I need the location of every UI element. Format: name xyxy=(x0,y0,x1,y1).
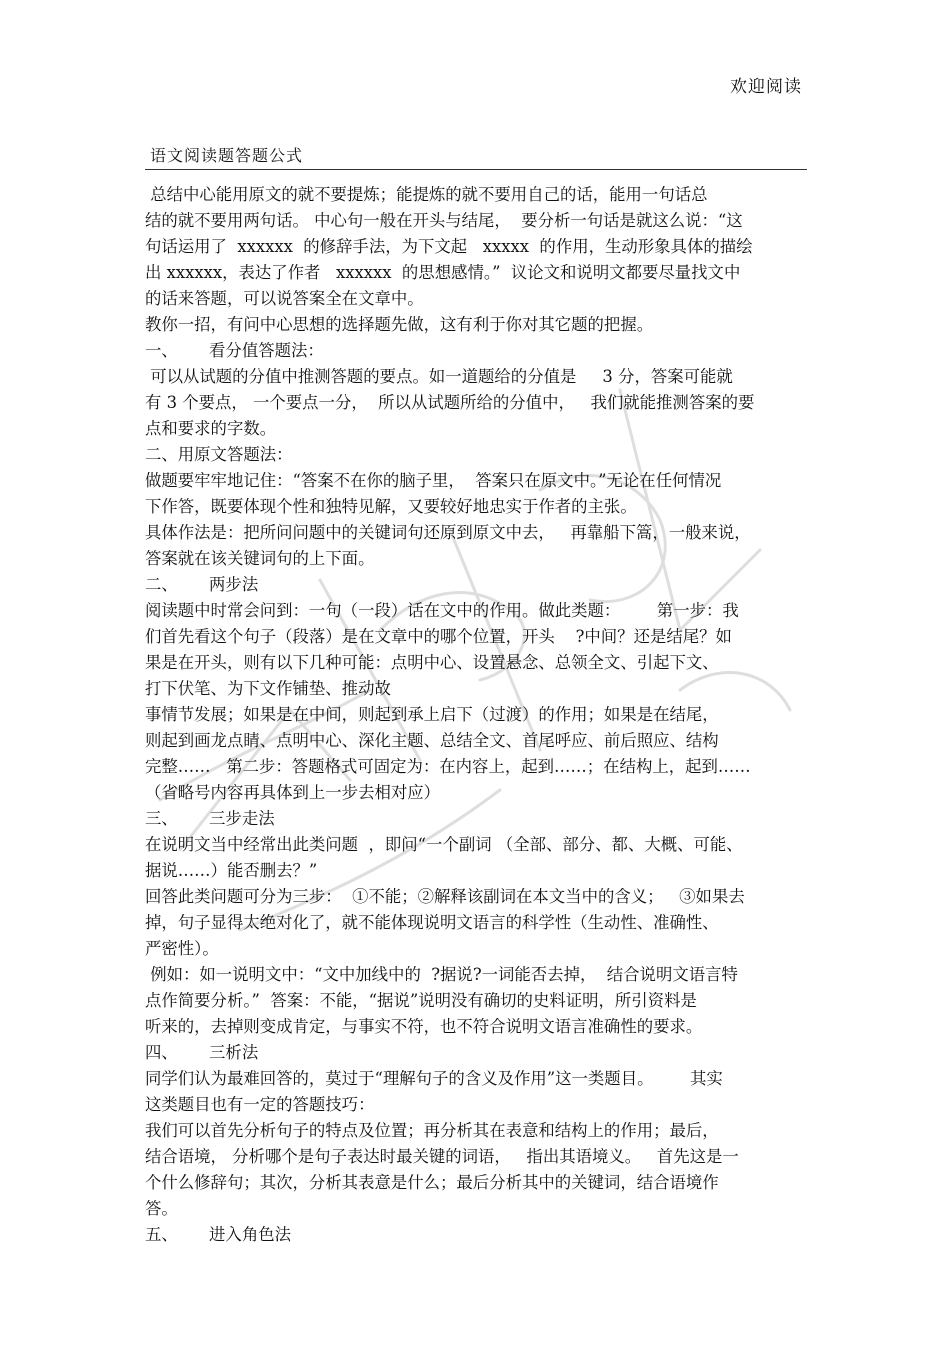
body-line: 这类题目也有一定的答题技巧： xyxy=(145,1095,375,1114)
section-heading: 四、 三析法 xyxy=(145,1043,259,1062)
body-line: 结合语境， 分析哪个是句子表达时最关键的词语， 指出其语境义。 首先这是一 xyxy=(145,1147,739,1166)
body-line: 阅读题中时常会问到：一句（一段）话在文中的作用。做此类题： 第一步：我 xyxy=(145,601,739,620)
body-line: （省略号内容再具体到上一步去相对应） xyxy=(145,783,441,802)
body-line: 的话来答题，可以说答案全在文章中。 xyxy=(145,289,424,308)
section-heading: 三、 三步走法 xyxy=(145,809,275,828)
body-line: 们首先看这个句子（段落）是在文章中的哪个位置，开头 ?中间？还是结尾？如 xyxy=(145,627,732,646)
body-line: 打下伏笔、为下文作铺垫、推动故 xyxy=(145,679,391,698)
body-line: 结的就不要用两句话。 中心句一般在开头与结尾， 要分析一句话是就这么说：“这 xyxy=(145,211,743,230)
body-line: 有 3 个要点， 一个要点一分， 所以从试题所给的分值中， 我们就能推测答案的要 xyxy=(145,393,755,412)
body-line: 出 xxxxxx，表达了作者 xxxxxx 的思想感情。” 议论文和说明文都要尽量找文中 xyxy=(145,263,741,282)
section-heading: 一、 看分值答题法： xyxy=(145,341,324,360)
section-heading: 五、 进入角色法 xyxy=(145,1225,291,1244)
section-heading: 二、用原文答题法： xyxy=(145,445,293,464)
body-line: 下作答，既要体现个性和独特见解，又要较好地忠实于作者的主张。 xyxy=(145,497,637,516)
body-line: 在说明文当中经常出此类问题 ，即问“一个副词 （全部、部分、都、大概、可能、 xyxy=(145,835,743,854)
body-line: 教你一招，有问中心思想的选择题先做，这有利于你对其它题的把握。 xyxy=(145,315,654,334)
body-line: 可以从试题的分值中推测答题的要点。如一道题给的分值是 3 分，答案可能就 xyxy=(145,367,733,386)
body-line: 点和要求的字数。 xyxy=(145,419,277,438)
body-line: 完整…… 第二步：答题格式可固定为：在内容上，起到……；在结构上，起到…… xyxy=(145,757,751,776)
body-line: 我们可以首先分析句子的特点及位置；再分析其在表意和结构上的作用；最后， xyxy=(145,1121,719,1140)
body-line: 听来的，去掉则变成肯定，与事实不符，也不符合说明文语言准确性的要求。 xyxy=(145,1017,703,1036)
body-line: 事情节发展；如果是在中间，则起到承上启下（过渡）的作用；如果是在结尾， xyxy=(145,705,719,724)
body-line: 总结中心能用原文的就不要提炼；能提炼的就不要用自己的话，能用一句话总 xyxy=(145,185,708,204)
body-line: 则起到画龙点睛、点明中心、深化主题、总结全文、首尾呼应、前后照应、结构 xyxy=(145,731,719,750)
body-line: 句话运用了 xxxxxx 的修辞手法，为下文起 xxxxx 的作用，生动形象具体的描绘 xyxy=(145,237,753,256)
body-line: 严密性）。 xyxy=(145,939,219,958)
body-line: 回答此类问题可分为三步： ①不能；②解释该副词在本文当中的含义； ③如果去 xyxy=(145,887,745,906)
body-line: 掉，句子显得太绝对化了，就不能体现说明文语言的科学性（生动性、准确性、 xyxy=(145,913,719,932)
body-line: 点作简要分析。” 答案：不能，“据说”说明没有确切的史料证明，所引资料是 xyxy=(145,991,697,1010)
body-line: 同学们认为最难回答的，莫过于“理解句子的含义及作用”这一类题目。 其实 xyxy=(145,1069,723,1088)
body-line: 果是在开头，则有以下几种可能：点明中心、设置悬念、总领全文、引起下文、 xyxy=(145,653,719,672)
body-line: 个什么修辞句；其次，分析其表意是什么；最后分析其中的关键词，结合语境作 xyxy=(145,1173,719,1192)
title-divider xyxy=(145,169,807,170)
body-line: 答。 xyxy=(145,1199,178,1218)
body-line: 例如：如一说明文中：“文中加线中的 ?据说?一词能否去掉， 结合说明文语言特 xyxy=(145,965,738,984)
body-line: 具体作法是：把所问问题中的关键词句还原到原文中去， 再靠船下篙，一般来说， xyxy=(145,523,751,542)
document-title: 语文阅读题答题公式 xyxy=(150,146,304,165)
body-line: 做题要牢牢地记住：“答案不在你的脑子里， 答案只在原文中。”无论在任何情况 xyxy=(145,471,722,490)
document-body xyxy=(145,182,807,1248)
section-heading: 二、 两步法 xyxy=(145,575,259,594)
body-line: 答案就在该关键词句的上下面。 xyxy=(145,549,375,568)
body-line: 据说……）能否删去？” xyxy=(145,861,318,880)
header-welcome-text: 欢迎阅读 xyxy=(730,77,802,97)
